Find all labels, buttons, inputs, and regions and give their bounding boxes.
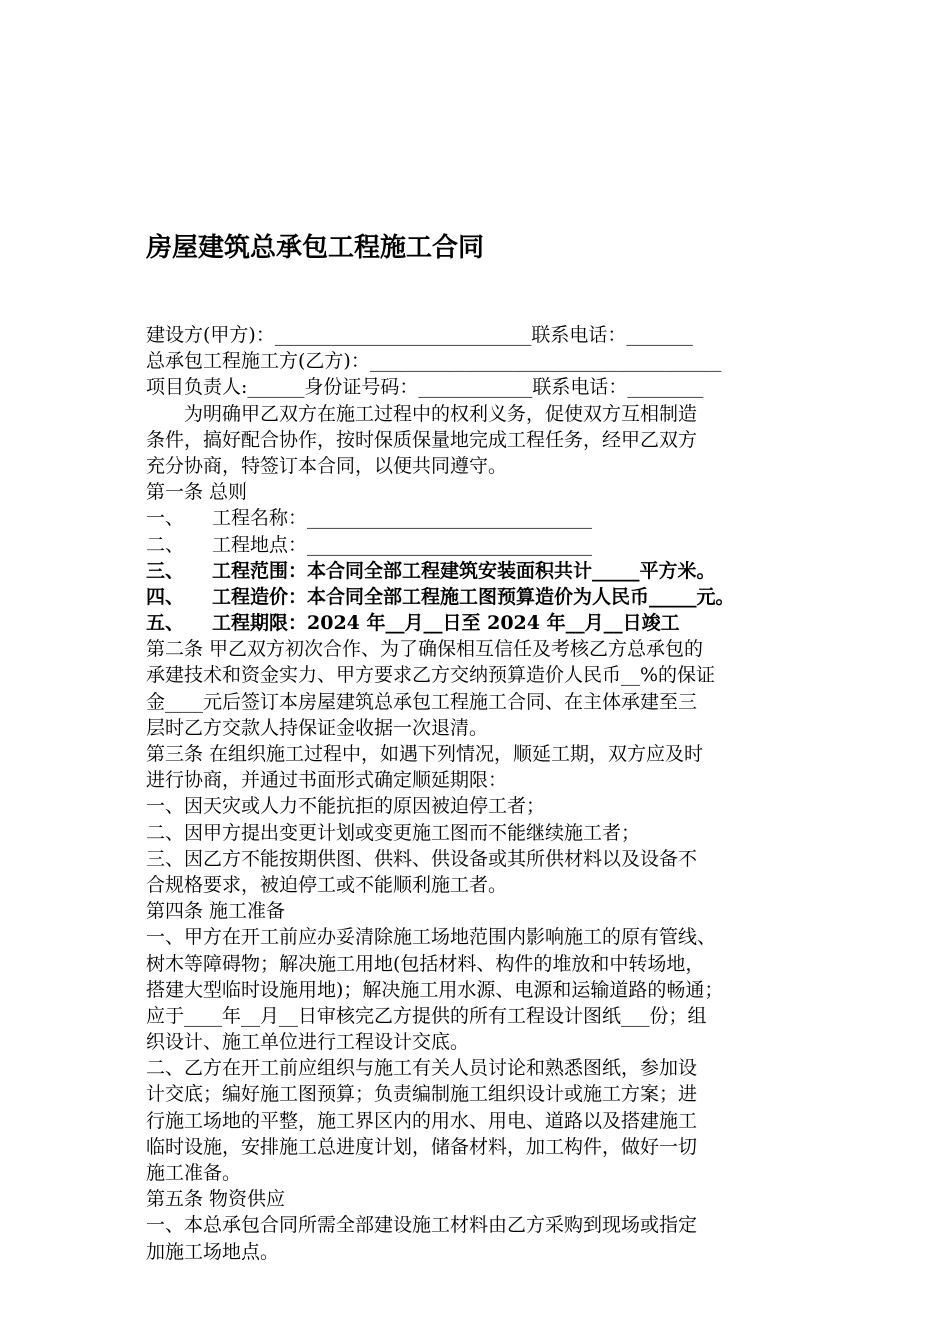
article-4-item-2-line-4: 临时设施，安排施工总进度计划，储备材料，加工构件，做好一切 — [146, 1135, 698, 1158]
article-2-line-3: 金____元后签订本房屋建筑总承包工程施工合同、在主体承建至三 — [146, 690, 698, 713]
article-4-item-1-line-5: 织设计、施工单位进行工程设计交底。 — [146, 1031, 470, 1054]
item-text: 工程地点：______________________________ — [212, 533, 593, 556]
preamble-line-3: 充分协商，特签订本合同，以便共同遵守。 — [146, 454, 508, 477]
item-number: 四、 — [146, 585, 185, 608]
article-5-heading: 第五条 物资供应 — [146, 1188, 286, 1211]
article-4-item-2-line-2: 计交底；编好施工图预算；负责编制施工组织设计或施工方案；进 — [146, 1083, 698, 1106]
article-3-line-1: 第三条 在组织施工过程中，如遇下列情况，顺延工期，双方应及时 — [146, 743, 704, 765]
article-1-item-3 — [146, 558, 826, 584]
article-4-item-1-line-4: 应于____年__月__日审核完乙方提供的所有工程设计图纸___份；组 — [146, 1004, 707, 1027]
item-text: 工程期限：2024 年__月__日至 2024 年__月__日竣工 — [212, 612, 680, 635]
article-3-item-2: 二、因甲方提出变更计划或变更施工图而不能继续施工者； — [146, 821, 641, 844]
article-4-item-2-line-3: 行施工场地的平整，施工界区内的用水、用电、道路以及搭建施工 — [146, 1109, 698, 1132]
party-b-line: 总承包工程施工方(乙方)：_____________________________________ — [146, 350, 722, 373]
article-4-item-1-line-2: 树木等障碍物；解决施工用地(包括材料、构件的堆放和中转场地， — [146, 952, 705, 975]
article-2-line-2: 承建技术和资金实力、甲方要求乙方交纳预算造价人民币__%的保证 — [146, 664, 716, 687]
party-a-line: 建设方(甲方)：___________________________联系电话：_______ — [146, 324, 693, 346]
article-4-heading: 第四条 施工准备 — [146, 900, 286, 923]
project-manager-line: 项目负责人:______身份证号码：____________联系电话：________ — [146, 376, 704, 399]
preamble-line-1: 为明确甲乙双方在施工过程中的权利义务，促使双方互相制造 — [184, 402, 698, 425]
item-text: 工程名称：______________________________ — [212, 507, 593, 530]
article-4-item-1-line-3: 搭建大型临时设施用地)；解决施工用水源、电源和运输道路的畅通； — [146, 978, 724, 1001]
article-1-item-1 — [146, 505, 826, 531]
item-text: 工程范围：本合同全部工程建筑安装面积共计_____平方米。 — [212, 559, 716, 582]
item-number: 一、 — [146, 507, 185, 530]
article-4-item-2-line-1: 二、乙方在开工前应组织与施工有关人员讨论和熟悉图纸，参加设 — [146, 1057, 698, 1080]
article-3-item-1: 一、因天灾或人力不能抗拒的原因被迫停工者； — [146, 795, 546, 818]
article-1-heading: 第一条 总则 — [146, 481, 248, 504]
article-1-item-4 — [146, 584, 826, 610]
item-number: 三、 — [146, 559, 185, 582]
document-title: 房屋建筑总承包工程施工合同 — [146, 233, 485, 263]
article-5-item-1-line-2: 加施工场地点。 — [146, 1240, 280, 1263]
item-number: 五、 — [146, 612, 185, 635]
article-3-item-3-line-2: 合规格要求，被迫停工或不能顺利施工者。 — [146, 873, 508, 896]
article-1-item-5 — [146, 610, 826, 636]
preamble-line-2: 条件，搞好配合协作，按时保质保量地完成工程任务，经甲乙双方 — [146, 428, 698, 451]
article-4-item-2-line-5: 施工准备。 — [146, 1162, 242, 1184]
article-2-line-4: 层时乙方交款人持保证金收据一次退清。 — [146, 716, 489, 739]
contract-body — [146, 322, 826, 1265]
item-number: 二、 — [146, 533, 185, 556]
article-3-item-3-line-1: 三、因乙方不能按期供图、供料、供设备或其所供材料以及设备不 — [146, 847, 698, 870]
article-4-item-1-line-1: 一、甲方在开工前应办妥清除施工场地范围内影响施工的原有管线、 — [146, 926, 717, 949]
article-5-item-1-line-1: 一、本总承包合同所需全部建设施工材料由乙方采购到现场或指定 — [146, 1214, 698, 1237]
article-1-item-2 — [146, 532, 826, 558]
item-text: 工程造价：本合同全部工程施工图预算造价为人民币_____元。 — [212, 585, 735, 608]
article-3-line-2: 进行协商，并通过书面形式确定顺延期限： — [146, 769, 508, 792]
article-2-line-1: 第二条 甲乙双方初次合作、为了确保相互信任及考核乙方总承包的 — [146, 638, 704, 661]
